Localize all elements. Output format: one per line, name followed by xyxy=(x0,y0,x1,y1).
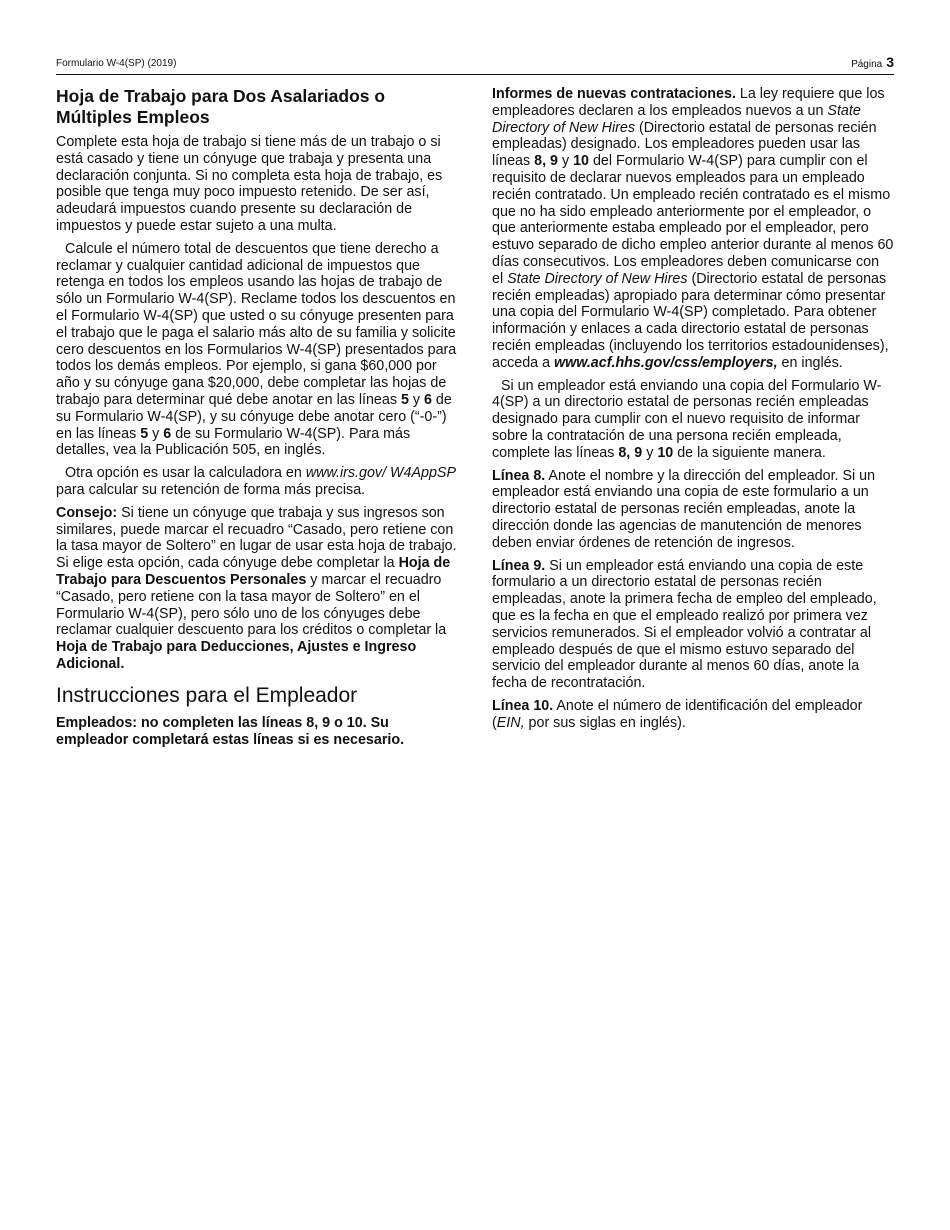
page-label: Página xyxy=(851,59,883,70)
worksheet-intro: Complete esta hoja de trabajo si tiene más de un trabajo o si está casado y tiene un cónyuge que trabaja y presenta una declaración conjunta. Si no completa esta hoja de trabajo, es posible que tenga muy poco impuesto retenido. De ser así, adeudará impuestos cuando presente su declaración de impuestos y puede estar sujeto a una multa. xyxy=(56,134,443,234)
acf-employers-link[interactable]: www.acf.hhs.gov/css/employers, xyxy=(554,354,778,371)
irs-calculator-link[interactable]: www.irs.gov/ W4AppSP xyxy=(305,465,456,482)
line-9-paragraph: Línea 9. Si un empleador está enviando una copia de este formulario a un directorio estatal de personas recién empleadas, anote la primera fecha de empleo del empleado, que es la fecha en que el empleado realizó por primera vez servicios remunerados. Si el empleador volvió a contratar al empleado después de que el mismo estuvo separado del servicio del empleador durante al menos 60 días, anote la fecha de recontratación. xyxy=(492,557,877,692)
page-header xyxy=(56,54,894,75)
page-indicator xyxy=(851,54,894,70)
calculator-paragraph: Otra opción es usar la calculadora en www.irs.gov/ W4AppSP para calcular su retención de forma más precisa. xyxy=(56,465,456,498)
page-number: 3 xyxy=(886,54,894,70)
employer-instructions-title: Instrucciones para el Empleador xyxy=(56,683,358,707)
line-8-label: Línea 8. xyxy=(492,467,546,484)
worksheet-title: Hoja de Trabajo para Dos Asalariados o Múltiples Empleos xyxy=(56,86,386,127)
left-column xyxy=(56,86,462,754)
right-column xyxy=(492,86,894,737)
line-8-paragraph: Línea 8. Anote el nombre y la dirección del empleador. Si un empleador está enviando una copia de este formulario a un directorio estatal de personas recién empleadas, anote la dirección donde las agencias de manutención de menores deben enviar órdenes de retención de ingresos. xyxy=(492,467,876,551)
new-hire-label: Informes de nuevas contrataciones. xyxy=(492,86,736,102)
line-10-paragraph: Línea 10. Anote el número de identificación del empleador (EIN, por sus siglas en inglés). xyxy=(492,697,863,731)
form-label: Formulario W-4(SP) (2019) xyxy=(56,58,177,69)
tip-paragraph: Consejo: Si tiene un cónyuge que trabaja y sus ingresos son similares, puede marcar el recuadro “Casado, pero retiene con la tasa mayor de Soltero” en lugar de usar esta hoja de trabajo. Si elige esta opción, cada cónyuge debe completar la Hoja de Trabajo para Descuentos Personales y marcar el recuadro “Casado, pero retiene con la tasa mayor de Soltero” en el Formulario W-4(SP), pero sólo uno de los cónyuges debe reclamar cualquier descuento para los créditos o completar la Hoja de Trabajo para Deducciones, Ajustes e Ingreso Adicional. xyxy=(56,504,457,672)
tip-label: Consejo: xyxy=(56,504,118,521)
line-9-label: Línea 9. xyxy=(492,557,546,574)
new-hire-copy-paragraph: Si un empleador está enviando una copia del Formulario W-4(SP) a un directorio estatal de personas recién empleadas designado para cumplir con el nuevo requisito de informar sobre la contratación de una persona recién empleada, complete las líneas 8, 9 y 10 de la siguiente manera. xyxy=(492,377,882,461)
new-hire-paragraph: Informes de nuevas contrataciones. La ley requiere que los empleadores declaren a los empleados nuevos a un State Directory of New Hires (Directorio estatal de personas recién empleadas) designado. Los empleadores pueden usar las líneas 8, 9 y 10 del Formulario W-4(SP) para cumplir con el requisito de declarar nuevos empleados para un empleado recién contratado. Un empleado recién contratado es el mismo que no ha sido empleado anteriormente por el empleador, o que anteriormente estaba empleado por el empleador, pero estuvo separado de dicho empleo anterior durante al menos 60 días consecutivos. Los empleadores deben comunicarse con el State Directory of New Hires (Directorio estatal de personas recién empleadas) apropiado para determinar cómo presentar una copia del Formulario W-4(SP) completado. Para obtener información y enlaces a cada directorio estatal de personas recién empleadas (incluyendo los territorios estadounidenses), acceda a www.acf.hhs.gov/css/employers, en inglés. xyxy=(492,86,894,371)
worksheet-allowances-paragraph: Calcule el número total de descuentos que tiene derecho a reclamar y cualquier cantidad adicional de impuestos que retenga en todos los empleos usando las hojas de trabajo de sólo un Formulario W-4(SP). Reclame todos los descuentos en el Formulario W-4(SP) que usted o su cónyuge presenten para el trabajo que le paga el salario más alto de su familia y solicite cero descuentos en los Formularios W-4(SP) presentados para todos los demás empleos. Por ejemplo, si gana $60,000 por año y su cónyuge gana $20,000, debe completar las hojas de trabajo para determinar qué debe anotar en las líneas 5 y 6 de su Formulario W-4(SP), y su cónyuge debe anotar cero (“-0-”) en las líneas 5 y 6 de su Formulario W-4(SP). Para más detalles, vea la Publicación 505, en inglés. xyxy=(56,240,457,459)
employer-note: Empleados: no completen las líneas 8, 9 o 10. Su empleador completará estas líneas si es necesario. xyxy=(56,714,405,748)
line-10-label: Línea 10. xyxy=(492,697,554,714)
